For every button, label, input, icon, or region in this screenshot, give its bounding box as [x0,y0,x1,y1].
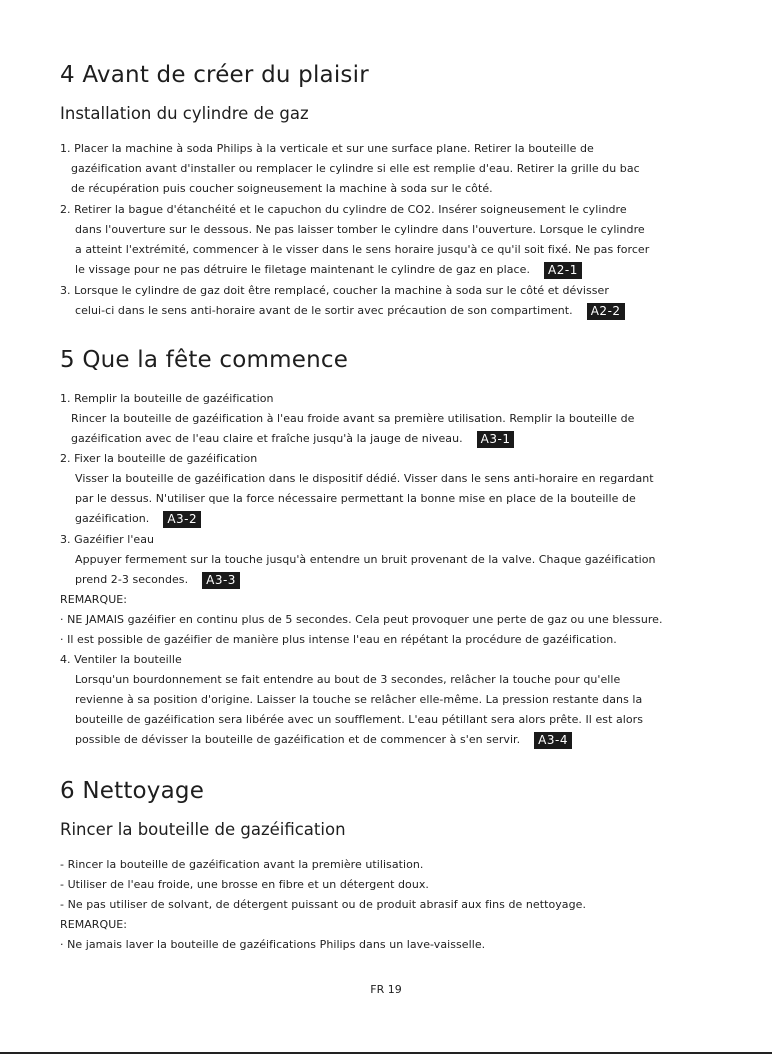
s5-line-text: gazéification. [75,512,150,525]
s5-note-label: REMARQUE: [60,593,128,606]
s5-line: 3. Gazéifier l'eau [60,533,155,546]
section-5-title: 5 Que la fête commence [60,347,349,373]
figure-ref-tag: A3-2 [163,511,201,528]
s5-line: 1. Remplir la bouteille de gazéification [60,392,274,405]
s5-line: revienne à sa position d'origine. Laisser la touche se relâcher elle-même. La pression restante dans la [75,693,643,706]
s4-line: 2. Retirer la bague d'étanchéité et le capuchon du cylindre de CO2. Insérer soigneusement le cylindre [60,203,627,216]
s4-line: dans l'ouverture sur le dessous. Ne pas laisser tomber le cylindre dans l'ouverture. Lorsque le cylindre [75,223,645,236]
section-6-title: 6 Nettoyage [60,778,205,804]
figure-ref-tag: A3-4 [534,732,572,749]
s5-line-text: gazéification avec de l'eau claire et fraîche jusqu'à la jauge de niveau. [71,432,463,445]
s5-line-with-tag [71,431,514,448]
page-number: FR 19 [370,983,402,996]
figure-ref-tag: A2-2 [587,303,625,320]
section-4-subtitle: Installation du cylindre de gaz [60,104,309,123]
s4-line: gazéification avant d'installer ou remplacer le cylindre si elle est remplie d'eau. Retirer la grille du bac [71,162,640,175]
s4-line: a atteint l'extrémité, commencer à le visser dans le sens horaire jusqu'à ce qu'il soit fixé. Ne pas forcer [75,243,650,256]
s6-note-label: REMARQUE: [60,918,128,931]
s5-line: Appuyer fermement sur la touche jusqu'à entendre un bruit provenant de la valve. Chaque gazéification [75,553,656,566]
s5-note-line: · Il est possible de gazéifier de manière plus intense l'eau en répétant la procédure de gazéification. [60,633,617,646]
s5-line: Lorsqu'un bourdonnement se fait entendre au bout de 3 secondes, relâcher la touche pour qu'elle [75,673,621,686]
s5-line-text: prend 2-3 secondes. [75,573,189,586]
figure-ref-tag: A3-1 [477,431,515,448]
s4-line-with-tag [75,303,625,320]
section-6-subtitle: Rincer la bouteille de gazéification [60,820,346,839]
s5-line: par le dessus. N'utiliser que la force nécessaire permettant la bonne mise en place de la bouteille de [75,492,636,505]
s5-line-text: possible de dévisser la bouteille de gazéification et de commencer à s'en servir. [75,733,521,746]
s5-line-with-tag [75,732,572,749]
figure-ref-tag: A2-1 [544,262,582,279]
s5-line-with-tag [75,572,240,589]
s4-line-text: le vissage pour ne pas détruire le filetage maintenant le cylindre de gaz en place. [75,263,531,276]
s6-note-line: · Ne jamais laver la bouteille de gazéifications Philips dans un lave-vaisselle. [60,938,486,951]
s4-line: 3. Lorsque le cylindre de gaz doit être remplacé, coucher la machine à soda sur le côté et dévisser [60,284,609,297]
s4-line: 1. Placer la machine à soda Philips à la verticale et sur une surface plane. Retirer la bouteille de [60,142,594,155]
s4-line-with-tag [75,262,582,279]
bottom-rule [0,1052,772,1054]
s4-line-text: celui-ci dans le sens anti-horaire avant de le sortir avec précaution de son compartiment. [75,304,573,317]
s5-line-with-tag [75,511,201,528]
s6-line: - Rincer la bouteille de gazéification avant la première utilisation. [60,858,424,871]
s5-line: bouteille de gazéification sera libérée avec un soufflement. L'eau pétillant sera alors prête. Il est alors [75,713,644,726]
s5-line: Visser la bouteille de gazéification dans le dispositif dédié. Visser dans le sens anti-horaire en regardant [75,472,654,485]
figure-ref-tag: A3-3 [202,572,240,589]
s5-line: 4. Ventiler la bouteille [60,653,182,666]
s4-line: de récupération puis coucher soigneusement la machine à soda sur le côté. [71,182,493,195]
s5-line: 2. Fixer la bouteille de gazéification [60,452,258,465]
s5-line: Rincer la bouteille de gazéification à l'eau froide avant sa première utilisation. Remplir la bouteille de [71,412,635,425]
section-4-title: 4 Avant de créer du plaisir [60,62,369,88]
s6-line: - Ne pas utiliser de solvant, de détergent puissant ou de produit abrasif aux fins de nettoyage. [60,898,586,911]
s5-note-line: · NE JAMAIS gazéifier en continu plus de 5 secondes. Cela peut provoquer une perte de gaz ou une blessure. [60,613,663,626]
s6-line: - Utiliser de l'eau froide, une brosse en fibre et un détergent doux. [60,878,429,891]
